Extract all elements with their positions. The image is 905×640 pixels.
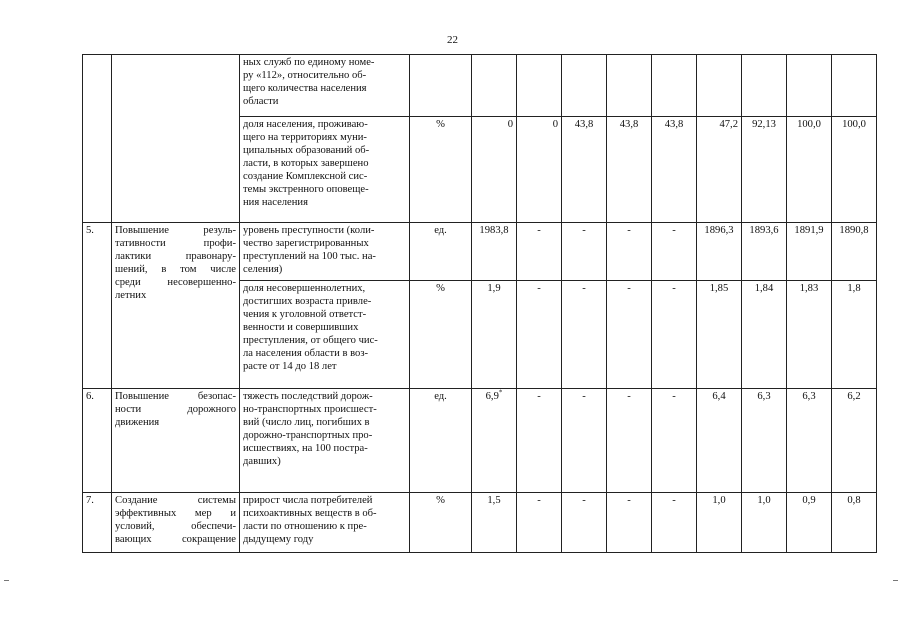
value-cell: 6,3 — [787, 389, 832, 493]
value-cell: - — [607, 493, 652, 553]
value-cell — [697, 55, 742, 117]
value-cell: - — [562, 493, 607, 553]
indicator-line: ла населения области в воз- — [243, 348, 369, 359]
indicator-line: ных служб по единому номе- — [243, 57, 375, 68]
indicator-line: исшествиях, на 100 постра- — [243, 443, 368, 454]
indicator-line: доля несовершеннолетних, — [243, 283, 366, 294]
footnote-mark: * — [498, 388, 503, 397]
value-cell: - — [652, 223, 697, 281]
value-text: 6,9 — [485, 391, 499, 402]
indicator-line: области — [243, 96, 279, 107]
value-cell: - — [652, 389, 697, 493]
value-cell: 0 — [517, 117, 562, 223]
indicator-line: венности и совершивших — [243, 322, 359, 333]
goal-cell — [112, 55, 240, 223]
value-cell: 1890,8 — [832, 223, 877, 281]
table-row — [83, 493, 877, 553]
unit-cell: % — [410, 281, 472, 389]
scan-mark-left — [4, 580, 9, 581]
value-cell: 92,13 — [742, 117, 787, 223]
indicator-line: вий (число лиц, погибших в — [243, 417, 370, 428]
value-cell: - — [517, 493, 562, 553]
indicator-cell — [240, 389, 410, 493]
indicators-table — [82, 54, 877, 553]
goal-line: вающих сокращение — [115, 534, 236, 545]
value-cell: 47,2 — [697, 117, 742, 223]
unit-cell: ед. — [410, 389, 472, 493]
value-cell: 1,0 — [742, 493, 787, 553]
goal-cell — [112, 389, 240, 493]
indicator-line: уровень преступности (коли- — [243, 225, 375, 236]
value-cell: 1891,9 — [787, 223, 832, 281]
row-number-cell — [83, 55, 112, 223]
value-cell: - — [562, 389, 607, 493]
value-cell: - — [517, 389, 562, 493]
value-cell: 1,9 — [472, 281, 517, 389]
indicator-line: тяжесть последствий дорож- — [243, 391, 373, 402]
table-row — [83, 55, 877, 117]
value-cell — [652, 55, 697, 117]
indicator-cell — [240, 493, 410, 553]
indicator-line: преступлений на 100 тыс. на- — [243, 251, 376, 262]
indicator-line: ру «112», относительно об- — [243, 70, 367, 81]
indicator-line: расте от 14 до 18 лет — [243, 361, 337, 372]
goal-cell — [112, 223, 240, 389]
goal-line: летних — [115, 290, 147, 301]
value-cell: - — [517, 281, 562, 389]
value-cell: - — [562, 281, 607, 389]
value-cell: 100,0 — [832, 117, 877, 223]
value-cell — [787, 55, 832, 117]
indicator-line: преступления, от общего чис- — [243, 335, 378, 346]
indicator-cell — [240, 281, 410, 389]
indicator-line: ния населения — [243, 197, 308, 208]
goal-line: движения — [115, 417, 160, 428]
value-cell: 43,8 — [652, 117, 697, 223]
value-cell: 100,0 — [787, 117, 832, 223]
goal-line: тативности профи- — [115, 238, 236, 249]
indicator-cell — [240, 117, 410, 223]
scan-mark-right — [893, 580, 898, 581]
indicator-cell — [240, 55, 410, 117]
value-cell: 1983,8 — [472, 223, 517, 281]
indicator-line: щего на территориях муни- — [243, 132, 367, 143]
indicator-line: доля населения, проживаю- — [243, 119, 368, 130]
indicator-line: ципальных образований об- — [243, 145, 370, 156]
goal-line: среди несовершенно- — [115, 277, 236, 288]
goal-line: эффективных мер и — [115, 508, 236, 519]
goal-line: шений, в том числе — [115, 264, 236, 275]
unit-cell: % — [410, 117, 472, 223]
value-cell: - — [652, 281, 697, 389]
value-cell: - — [652, 493, 697, 553]
goal-line: Повышение резуль- — [115, 225, 236, 236]
value-cell — [517, 55, 562, 117]
unit-cell: ед. — [410, 223, 472, 281]
value-cell — [607, 55, 652, 117]
indicator-line: щего количества населения — [243, 83, 367, 94]
table-row — [83, 223, 877, 281]
value-cell — [472, 55, 517, 117]
value-cell: - — [607, 389, 652, 493]
value-cell — [832, 55, 877, 117]
goal-line: лактики правонару- — [115, 251, 236, 262]
indicator-line: давших) — [243, 456, 281, 467]
value-cell: 1,8 — [832, 281, 877, 389]
value-cell: 1,85 — [697, 281, 742, 389]
value-cell: 1,84 — [742, 281, 787, 389]
indicator-line: чество зарегистрированных — [243, 238, 369, 249]
value-cell: - — [607, 281, 652, 389]
page-number: 22 — [447, 34, 458, 46]
indicator-line: ласти по отношению к пре- — [243, 521, 367, 532]
goal-cell — [112, 493, 240, 553]
indicator-line: прирост числа потребителей — [243, 495, 373, 506]
row-number-cell: 5. — [83, 223, 112, 389]
value-cell — [472, 389, 517, 493]
indicator-line: чения к уголовной ответст- — [243, 309, 367, 320]
goal-line: условий, обеспечи- — [115, 521, 236, 532]
value-cell: 1893,6 — [742, 223, 787, 281]
value-cell: 0,9 — [787, 493, 832, 553]
unit-cell: % — [410, 493, 472, 553]
indicator-line: достигших возраста привле- — [243, 296, 372, 307]
value-cell: 43,8 — [562, 117, 607, 223]
value-cell: - — [517, 223, 562, 281]
value-cell: - — [562, 223, 607, 281]
goal-line: ности дорожного — [115, 404, 236, 415]
indicator-line: создание Комплексной сис- — [243, 171, 368, 182]
value-cell: 43,8 — [607, 117, 652, 223]
indicator-line: дыдущему году — [243, 534, 314, 545]
row-number-cell: 7. — [83, 493, 112, 553]
unit-cell — [410, 55, 472, 117]
goal-line: Создание системы — [115, 495, 236, 506]
indicator-line: селения) — [243, 264, 283, 275]
indicator-line: ласти, в которых завершено — [243, 158, 369, 169]
value-cell: 1,0 — [697, 493, 742, 553]
value-cell: 0 — [472, 117, 517, 223]
indicator-line: но-транспортных происшест- — [243, 404, 377, 415]
value-cell: 6,2 — [832, 389, 877, 493]
value-cell: 6,3 — [742, 389, 787, 493]
value-cell — [742, 55, 787, 117]
table-row — [83, 389, 877, 493]
value-cell: 1896,3 — [697, 223, 742, 281]
goal-line: Повышение безопас- — [115, 391, 236, 402]
indicator-line: психоактивных веществ в об- — [243, 508, 377, 519]
value-cell: 6,4 — [697, 389, 742, 493]
value-cell — [562, 55, 607, 117]
indicator-cell — [240, 223, 410, 281]
row-number-cell: 6. — [83, 389, 112, 493]
value-cell: 1,83 — [787, 281, 832, 389]
indicator-line: темы экстренного оповеще- — [243, 184, 369, 195]
value-cell: - — [607, 223, 652, 281]
indicator-line: дорожно-транспортных про- — [243, 430, 373, 441]
value-cell: 0,8 — [832, 493, 877, 553]
value-cell: 1,5 — [472, 493, 517, 553]
